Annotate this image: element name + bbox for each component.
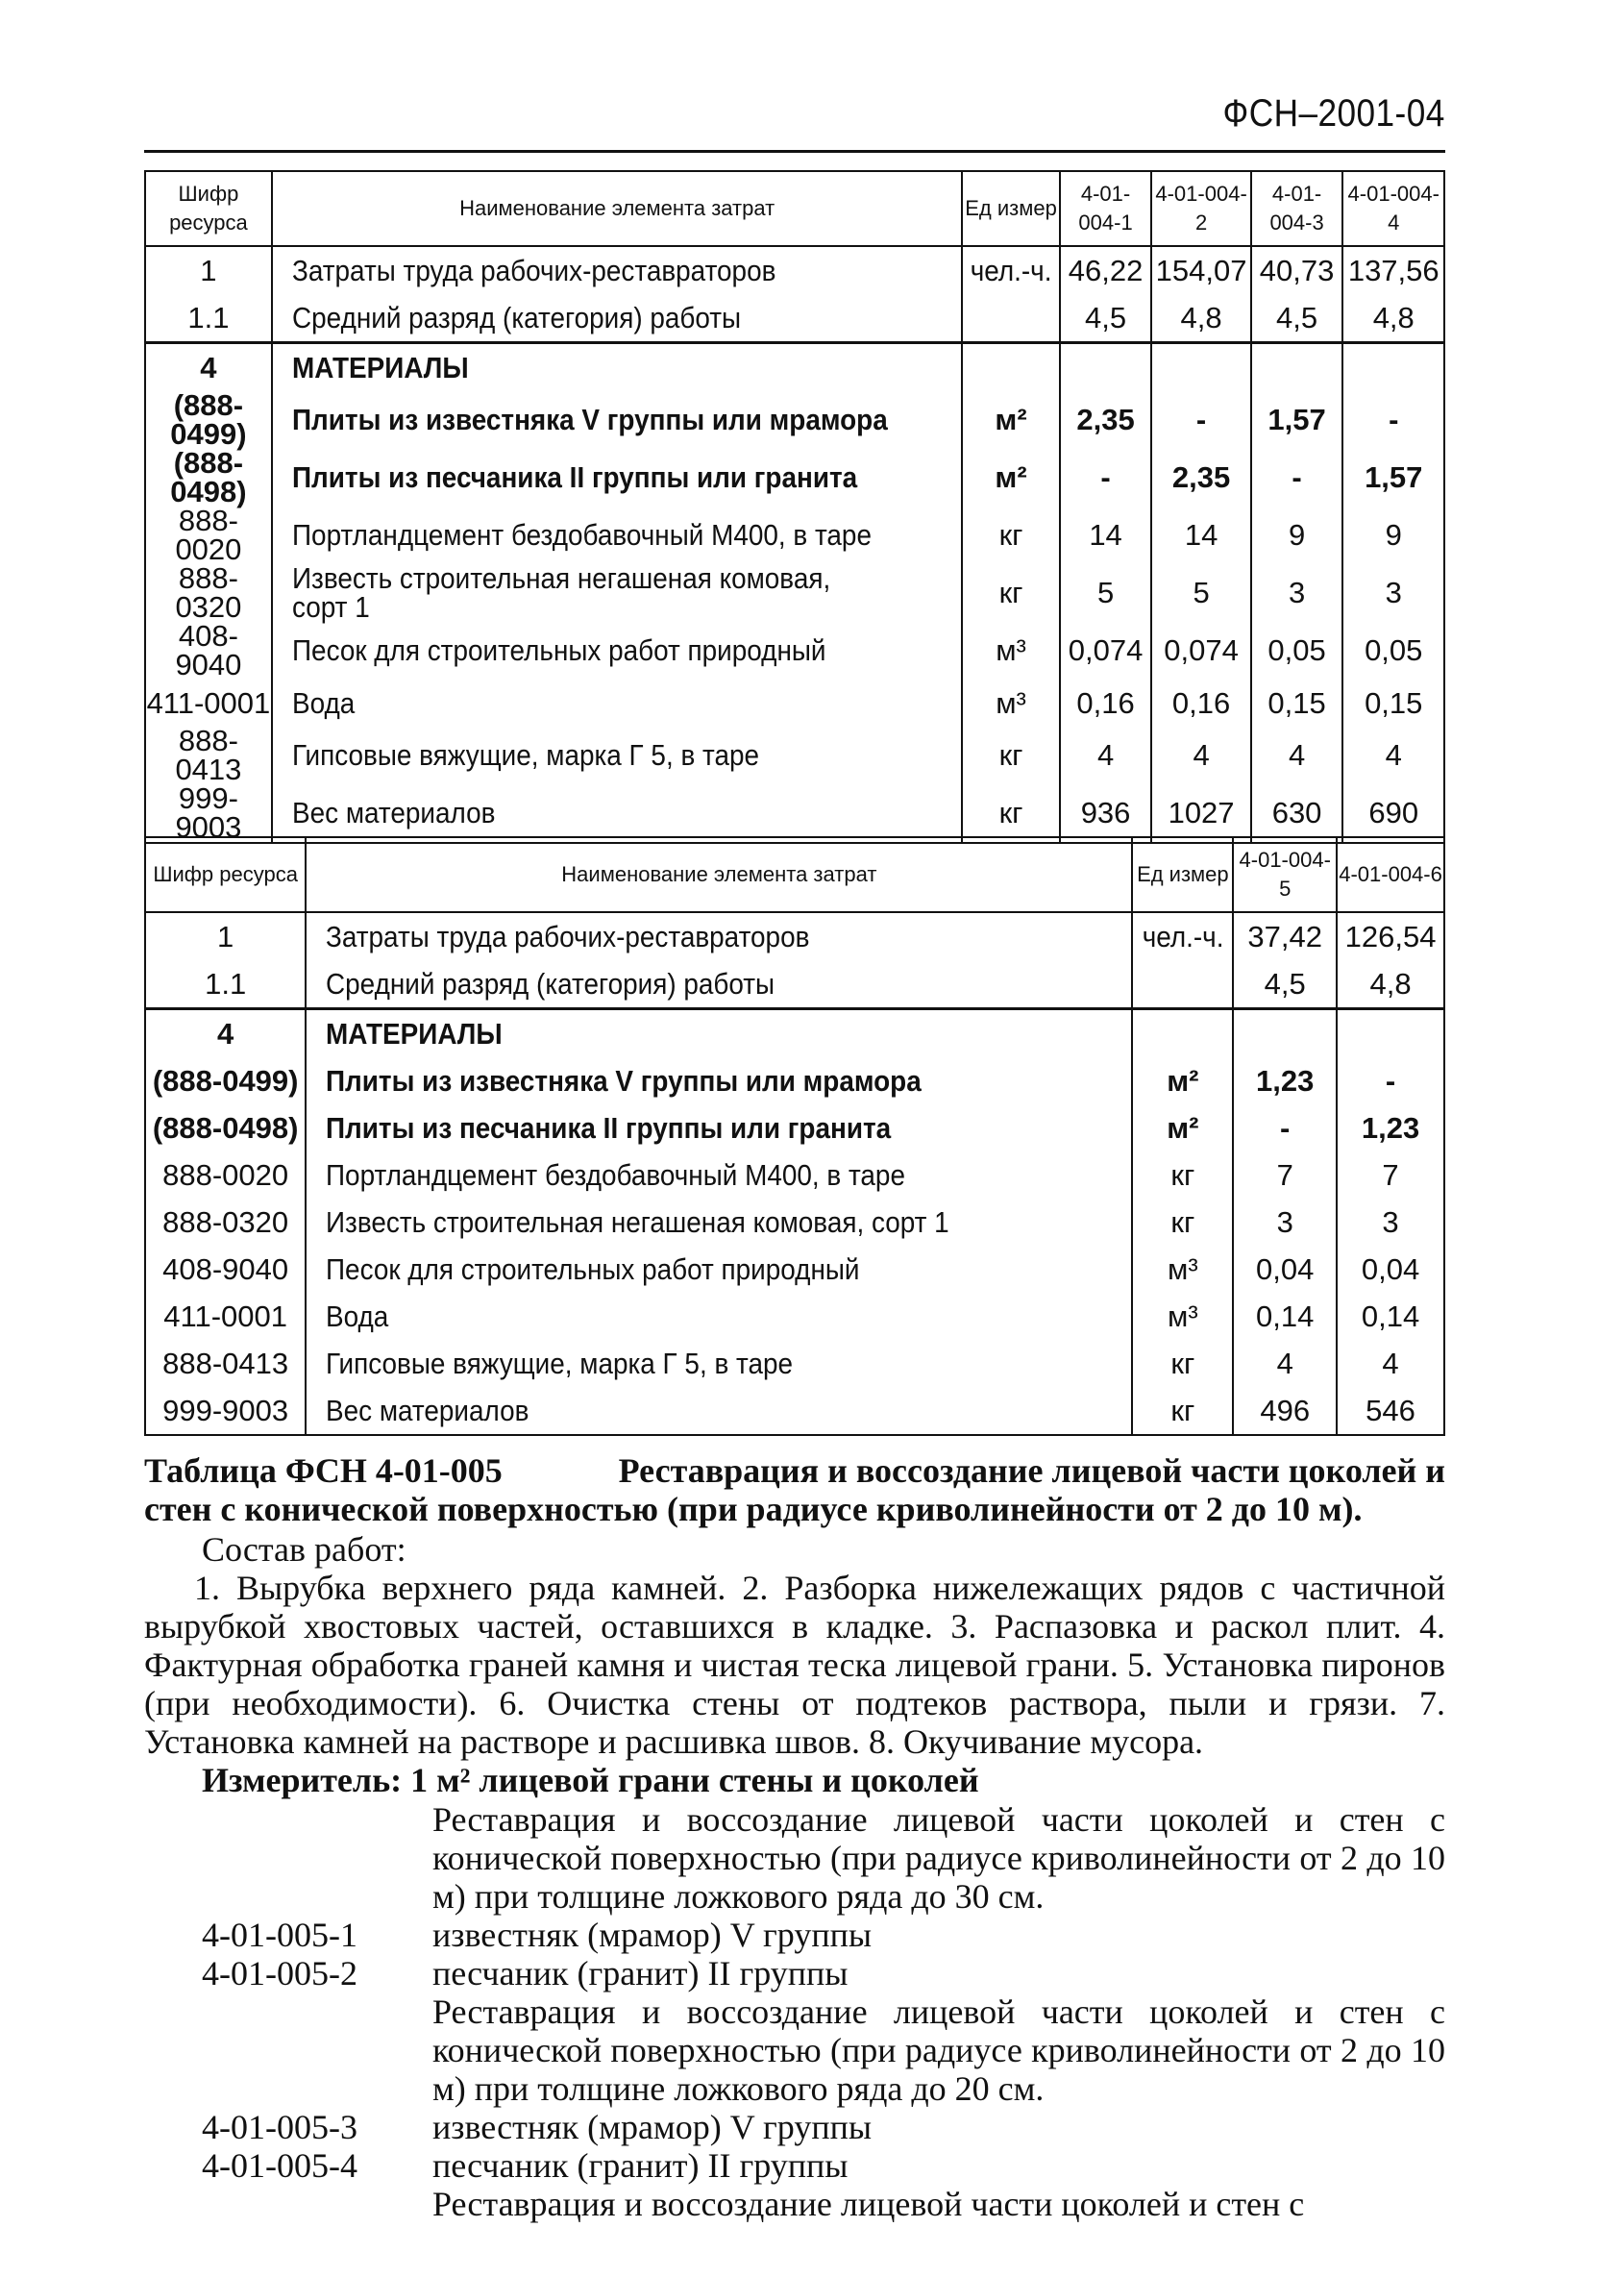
table-header-row (145, 837, 1444, 912)
resource-value: 7 (1233, 1151, 1337, 1199)
resource-value: 2,35 (1151, 449, 1250, 507)
resource-name: Песок для строительных работ природный (306, 1246, 1132, 1293)
measurement-unit: Измеритель: 1 м² лицевой грани стены и цоколей (202, 1761, 979, 1799)
list-item (144, 1916, 1445, 1954)
resource-value: 0,04 (1337, 1246, 1444, 1293)
resource-unit: м² (1132, 1057, 1233, 1104)
item-code (144, 1992, 432, 2108)
item-text: известняк (мрамор) V группы (432, 2108, 873, 2146)
resource-name: Плиты из песчаника II группы или гранита (272, 449, 963, 507)
resource-code: 1 (145, 246, 272, 294)
resource-code: 888-0413 (145, 727, 272, 784)
item-text: песчаник (гранит) II группы (432, 1954, 849, 1992)
table-row (145, 246, 1444, 294)
resource-code: 999-9003 (145, 1387, 306, 1435)
resource-code: 1 (145, 912, 306, 960)
resource-unit: кг (1132, 1151, 1233, 1199)
resource-value: 630 (1251, 784, 1343, 843)
resource-unit: кг (1132, 1387, 1233, 1435)
table-header-row (145, 171, 1444, 246)
resource-value: 0,16 (1060, 680, 1152, 727)
resource-unit: кг (962, 727, 1059, 784)
resource-name: Средний разряд (категория) работы (306, 960, 1132, 1009)
resource-value: 0,15 (1251, 680, 1343, 727)
col-header-name: Наименование элемента затрат (306, 837, 1132, 912)
resource-name: Вес материалов (306, 1387, 1132, 1435)
resource-unit (1132, 960, 1233, 1009)
resource-value: 0,074 (1060, 622, 1152, 680)
resource-name: Плиты из песчаника II группы или гранита (306, 1104, 1132, 1151)
resource-value: 9 (1342, 507, 1444, 564)
col-header-unit: Ед измер (962, 171, 1059, 246)
resource-name: МАТЕРИАЛЫ (306, 1009, 1132, 1058)
resource-value: 4,5 (1251, 294, 1343, 343)
resource-code: 411-0001 (145, 680, 272, 727)
resource-unit: м³ (1132, 1293, 1233, 1340)
table-row (145, 784, 1444, 843)
item-code: 4-01-005-1 (202, 1916, 357, 1954)
resource-value: 4,8 (1151, 294, 1250, 343)
resource-name: Портландцемент бездобавочный М400, в таре (306, 1151, 1132, 1199)
col-header-v4: 4-01-004-4 (1342, 171, 1444, 246)
col-header-unit: Ед измер (1132, 837, 1233, 912)
col-header-v2: 4-01-004-6 (1337, 837, 1444, 912)
resource-unit: м² (962, 449, 1059, 507)
table-row (145, 912, 1444, 960)
resource-name: Вес материалов (272, 784, 963, 843)
resource-value (1151, 343, 1250, 392)
table-row (145, 343, 1444, 392)
resource-value: 4,8 (1337, 960, 1444, 1009)
resource-code: 888-0020 (145, 507, 272, 564)
resource-value: 5 (1151, 564, 1250, 622)
resource-value: - (1337, 1057, 1444, 1104)
resource-name: Средний разряд (категория) работы (272, 294, 963, 343)
resource-value: 4,8 (1342, 294, 1444, 343)
resource-name: Вода (306, 1293, 1132, 1340)
section-heading (144, 1451, 1445, 1528)
resource-value: 4 (1151, 727, 1250, 784)
section-title-first: Реставрация и воссоздание лицевой части цоколей и (618, 1451, 1445, 1490)
resource-unit (962, 343, 1059, 392)
resource-name: Вода (272, 680, 963, 727)
resource-value: - (1060, 449, 1152, 507)
work-composition-text: 1. Вырубка верхнего ряда камней. 2. Разборка нижележащих рядов с частичной вырубкой хвостовых частей, оставшихся в кладке. 3. Распазовка и раскол плит. 4. Фактурная обработка граней камня и чистая теска лицевой грани. 5. Установка пиронов (при необходимости). 6. Очистка стены от подтеков раствора, пыли и грязи. 7. Установка камней на растворе и расшивка швов. 8. Окучивание мусора. (144, 1569, 1445, 1761)
resource-value (1342, 343, 1444, 392)
resource-value: 4 (1251, 727, 1343, 784)
table-row (145, 727, 1444, 784)
item-code: 4-01-005-3 (202, 2108, 357, 2146)
resource-value: 4 (1060, 727, 1152, 784)
resource-value: 1,57 (1342, 449, 1444, 507)
col-header-code: Шифр ресурса (145, 171, 272, 246)
list-item (144, 2185, 1445, 2223)
table-row (145, 294, 1444, 343)
resource-value: 0,14 (1233, 1293, 1337, 1340)
resource-code: 4 (145, 343, 272, 392)
resource-value: 4 (1233, 1340, 1337, 1387)
resource-value: - (1233, 1104, 1337, 1151)
resource-name: Известь строительная негашеная комовая, сорт 1 (306, 1199, 1132, 1246)
document-code: ФСН–2001-04 (1222, 92, 1445, 135)
resource-value: 3 (1337, 1199, 1444, 1246)
resource-value: 1,23 (1337, 1104, 1444, 1151)
resource-unit: кг (1132, 1340, 1233, 1387)
col-header-v2: 4-01-004-2 (1151, 171, 1250, 246)
resource-name: Портландцемент бездобавочный М400, в таре (272, 507, 963, 564)
resource-value: 0,14 (1337, 1293, 1444, 1340)
item-code (144, 1800, 432, 1916)
resource-code: 1.1 (145, 960, 306, 1009)
resource-value: 690 (1342, 784, 1444, 843)
item-code (144, 2185, 432, 2223)
table-row (145, 1104, 1444, 1151)
header-rule (144, 150, 1445, 153)
resource-value: 0,05 (1251, 622, 1343, 680)
table-row (145, 960, 1444, 1009)
list-item (144, 1992, 1445, 2108)
resource-unit: кг (962, 784, 1059, 843)
resource-code: 411-0001 (145, 1293, 306, 1340)
col-header-v1: 4-01-004-1 (1060, 171, 1152, 246)
col-header-code: Шифр ресурса (145, 837, 306, 912)
col-header-v1: 4-01-004-5 (1233, 837, 1337, 912)
work-composition-label: Состав работ: (202, 1530, 406, 1569)
resource-name: Затраты труда рабочих-реставраторов (272, 246, 963, 294)
resource-table-1 (144, 170, 1445, 844)
resource-value: 546 (1337, 1387, 1444, 1435)
resource-value: 3 (1251, 564, 1343, 622)
item-code: 4-01-005-2 (202, 1954, 357, 1992)
resource-value: 3 (1233, 1199, 1337, 1246)
resource-unit: м³ (962, 622, 1059, 680)
table-row (145, 1151, 1444, 1199)
resource-value: 1,57 (1251, 391, 1343, 449)
resource-code: 888-0020 (145, 1151, 306, 1199)
resource-unit (962, 294, 1059, 343)
resource-value: 4,5 (1233, 960, 1337, 1009)
resource-code: 888-0320 (145, 1199, 306, 1246)
table-row (145, 391, 1444, 449)
resource-value: 4 (1337, 1340, 1444, 1387)
resource-code: 999-9003 (145, 784, 272, 843)
table-row (145, 1246, 1444, 1293)
table-row (145, 680, 1444, 727)
resource-code: (888-0499) (145, 1057, 306, 1104)
resource-value: 37,42 (1233, 912, 1337, 960)
resource-name: Гипсовые вяжущие, марка Г 5, в таре (272, 727, 963, 784)
resource-name: Гипсовые вяжущие, марка Г 5, в таре (306, 1340, 1132, 1387)
resource-code: 888-0413 (145, 1340, 306, 1387)
resource-unit: кг (1132, 1199, 1233, 1246)
table-row (145, 1340, 1444, 1387)
resource-code: 4 (145, 1009, 306, 1058)
resource-value: 0,15 (1342, 680, 1444, 727)
resource-name: Песок для строительных работ природный (272, 622, 963, 680)
resource-value: 496 (1233, 1387, 1337, 1435)
resource-value (1060, 343, 1152, 392)
resource-code: (888-0498) (145, 449, 272, 507)
resource-unit: чел.-ч. (962, 246, 1059, 294)
table-row (145, 507, 1444, 564)
section-title-rest: стен с конической поверхностью (при радиусе криволинейности от 2 до 10 м). (144, 1490, 1363, 1528)
item-text: Реставрация и воссоздание лицевой части цоколей и стен с конической поверхностью (при радиусе криволинейности от 2 до 10 м) при толщине ложкового ряда до 30 см. (432, 1800, 1445, 1916)
resource-code: 408-9040 (145, 1246, 306, 1293)
table-row (145, 564, 1444, 622)
resource-value: 126,54 (1337, 912, 1444, 960)
resource-unit: м³ (1132, 1246, 1233, 1293)
resource-value: 0,16 (1151, 680, 1250, 727)
resource-value: 0,05 (1342, 622, 1444, 680)
item-code: 4-01-005-4 (202, 2146, 357, 2185)
list-item (144, 1954, 1445, 1992)
resource-value: 0,074 (1151, 622, 1250, 680)
resource-name: Затраты труда рабочих-реставраторов (306, 912, 1132, 960)
norm-item-list (144, 1800, 1445, 2223)
resource-value: - (1151, 391, 1250, 449)
resource-code: 888-0320 (145, 564, 272, 622)
resource-code: 1.1 (145, 294, 272, 343)
resource-value: 40,73 (1251, 246, 1343, 294)
col-header-v3: 4-01-004-3 (1251, 171, 1343, 246)
resource-value: 137,56 (1342, 246, 1444, 294)
resource-value: 7 (1337, 1151, 1444, 1199)
table-label: Таблица ФСН 4-01-005 (144, 1451, 503, 1490)
col-header-name: Наименование элемента затрат (272, 171, 963, 246)
resource-unit: чел.-ч. (1132, 912, 1233, 960)
table-row (145, 1387, 1444, 1435)
resource-value: 14 (1060, 507, 1152, 564)
resource-name: Плиты из известняка V группы или мрамора (272, 391, 963, 449)
resource-value (1233, 1009, 1337, 1058)
resource-value: - (1342, 391, 1444, 449)
resource-value: 3 (1342, 564, 1444, 622)
item-text: известняк (мрамор) V группы (432, 1916, 873, 1954)
resource-value: 1,23 (1233, 1057, 1337, 1104)
table-row (145, 449, 1444, 507)
resource-code: (888-0499) (145, 391, 272, 449)
resource-value (1251, 343, 1343, 392)
resource-value: 2,35 (1060, 391, 1152, 449)
table-row (145, 622, 1444, 680)
resource-value: 154,07 (1151, 246, 1250, 294)
resource-code: 408-9040 (145, 622, 272, 680)
work-composition (144, 1530, 1445, 1761)
resource-value: 46,22 (1060, 246, 1152, 294)
resource-value (1337, 1009, 1444, 1058)
list-item (144, 2146, 1445, 2185)
resource-value: 1027 (1151, 784, 1250, 843)
resource-name: Известь строительная негашеная комовая, сорт 1 (272, 564, 963, 622)
resource-value: 4 (1342, 727, 1444, 784)
resource-table-2 (144, 836, 1445, 1436)
table-row (145, 1009, 1444, 1058)
list-item (144, 1800, 1445, 1916)
resource-unit: м³ (962, 680, 1059, 727)
resource-unit: м² (1132, 1104, 1233, 1151)
resource-unit: кг (962, 564, 1059, 622)
list-item (144, 2108, 1445, 2146)
resource-unit (1132, 1009, 1233, 1058)
resource-unit: м² (962, 391, 1059, 449)
resource-unit: кг (962, 507, 1059, 564)
resource-value: 936 (1060, 784, 1152, 843)
item-text: Реставрация и воссоздание лицевой части цоколей и стен с конической поверхностью (при радиусе криволинейности от 2 до 10 м) при толщине ложкового ряда до 20 см. (432, 1992, 1445, 2108)
item-text: песчаник (гранит) II группы (432, 2146, 849, 2185)
resource-value: 9 (1251, 507, 1343, 564)
resource-value: - (1251, 449, 1343, 507)
resource-name: МАТЕРИАЛЫ (272, 343, 963, 392)
resource-code: (888-0498) (145, 1104, 306, 1151)
resource-value: 4,5 (1060, 294, 1152, 343)
table-row (145, 1293, 1444, 1340)
resource-value: 5 (1060, 564, 1152, 622)
resource-name: Плиты из известняка V группы или мрамора (306, 1057, 1132, 1104)
resource-value: 14 (1151, 507, 1250, 564)
table-row (145, 1057, 1444, 1104)
item-text: Реставрация и воссоздание лицевой части цоколей и стен с (432, 2185, 1305, 2223)
resource-value: 0,04 (1233, 1246, 1337, 1293)
table-row (145, 1199, 1444, 1246)
